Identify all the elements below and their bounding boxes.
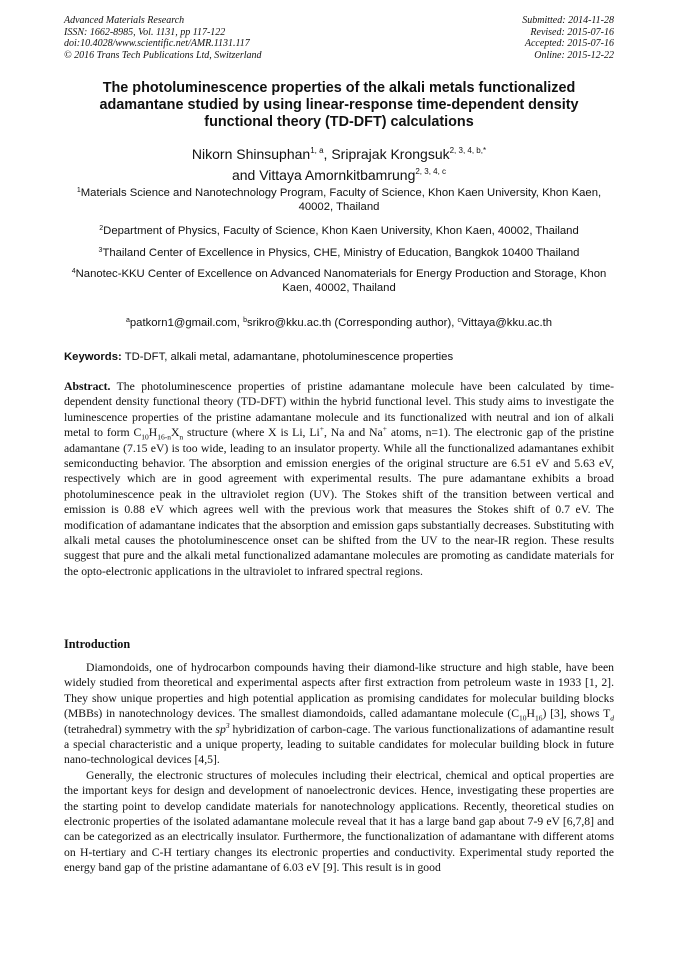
affiliation-text: Nanotec-KKU Center of Excellence on Advanced Nanomaterials for Energy Production and Storage, Khon Kaen, 40002, Thailand	[75, 268, 607, 294]
superscript: +	[382, 424, 387, 434]
affiliation-number: 3	[98, 247, 103, 254]
affiliation-number: 2	[99, 225, 104, 232]
affiliation	[64, 184, 614, 214]
affiliation	[64, 222, 614, 238]
journal-name: Advanced Materials Research	[64, 15, 185, 26]
subscript: 10	[519, 713, 527, 723]
accepted-date: Accepted: 2015-07-16	[524, 38, 614, 49]
body-text: ) [3], shows T	[542, 707, 611, 721]
affiliation-text: Department of Physics, Faculty of Science, Khon Kaen University, Khon Kaen, 40002, Thailand	[103, 225, 579, 237]
abstract-text: atoms, n=1). The electronic gap of the pristine adamantane (7.15 eV) is too wide, leading to an insulator property. While all the functionalized adamantanes exhibit semiconducting behavior. The absorption and emission energies of the original structure are 6.51 eV and 5.63 eV, respectively which are in good agreement with experimental results. The pure adamantane exhibits a broad photoluminescence peak in the ultraviolet region (UV). The Stokes shift of the transition between vertical and emission is 0.88 eV which agrees well with the previous work that measures the Stokes shift of 0.7 eV. The modification of adamantane indicates that the absorption and emission gaps substantially decreases. Substituting with alkali metal causes the photoluminescence onset can be shifted from the UV to the near-IR region. These results suggest that pure and the alkali metal functionalized adamantane molecules are promoting as candidate materials for the opto-electronic applications in the ultraviolet to infrared spectral regions.	[64, 426, 614, 578]
paper-title: The photoluminescence properties of the alkali metals functionalized adamantane studied by using linear-response time-dependent density functional theory (TD-DFT) calculations	[99, 80, 579, 130]
issn: ISSN: 1662-8985, Vol. 1131, pp 117-122	[64, 26, 226, 38]
affiliation	[64, 265, 614, 295]
submitted-date: Submitted: 2014-11-28	[522, 15, 614, 26]
abstract-paragraph	[64, 379, 614, 579]
body-text: H	[526, 707, 535, 721]
keywords	[64, 350, 614, 364]
author-affil-marker: 1, a	[310, 146, 324, 155]
author-conjunction: and	[231, 167, 260, 183]
abstract-text: H	[148, 426, 158, 440]
subscript: 16	[534, 713, 543, 723]
doi: doi:10.4028/www.scientific.net/AMR.1131.117	[64, 38, 250, 49]
email-address: Vittaya@kku.ac.th	[461, 317, 553, 329]
abstract	[64, 379, 614, 579]
body-text: Diamondoids, one of hydrocarbon compounds having their diamond-like structure and high stable, have been widely studied from theoretical and experimental aspects after first extraction from petroleum waste in 1933 [1, 2]. They show unique properties and high potential application as promising candidates for molecular building blocks (MBBs) in nanotechnology devices. The smallest diamondoids, called adamantane molecule (C	[64, 661, 614, 721]
abstract-text: , Na and Na	[324, 426, 383, 440]
online-date: Online: 2015-12-22	[534, 49, 614, 61]
body-text: (tetrahedral) symmetry with the	[64, 722, 216, 736]
abstract-text: X	[170, 426, 180, 440]
body-paragraph	[64, 660, 614, 768]
section-heading: Introduction	[64, 637, 131, 651]
email-list	[64, 314, 614, 330]
superscript: 3	[225, 720, 230, 730]
subscript: 16-n	[157, 432, 171, 442]
author-affil-marker: 2, 3, 4, c	[415, 167, 447, 176]
email-marker: b	[243, 317, 247, 324]
email-marker: a	[125, 317, 130, 324]
copyright: © 2016 Trans Tech Publications Ltd, Switzerland	[64, 49, 262, 61]
superscript: +	[319, 424, 324, 434]
author-name: Sriprajak Krongsuk	[331, 146, 450, 162]
email-marker: c	[457, 317, 461, 324]
affiliation-number: 1	[76, 187, 81, 194]
subscript: 10	[141, 432, 149, 442]
subscript: n	[179, 432, 184, 442]
author-name: Vittaya Amornkitbamrung	[259, 167, 416, 183]
body-text: sp	[215, 722, 226, 736]
abstract-text: structure (where X is Li, Li	[183, 426, 320, 440]
email-address: srikro@kku.ac.th (Corresponding author),	[246, 317, 458, 329]
subscript: d	[610, 713, 614, 723]
email-address: patkorn1@gmail.com,	[129, 317, 244, 329]
author-name: Nikorn Shinsuphan	[191, 146, 311, 162]
author-list: Nikorn Shinsuphan$^{1, a}$, Sriprajak Krongsuk$^{2, 3, 4, b,*}$ and Vittaya Amornkitbamrung$^{2, 3, 4, c}$	[191, 146, 487, 183]
keywords-label: Keywords:	[64, 351, 122, 363]
keywords-text: TD-DFT, alkali metal, adamantane, photoluminescence properties	[121, 351, 454, 363]
affiliation	[64, 244, 614, 260]
abstract-label: Abstract.	[64, 380, 111, 393]
affiliation-number: 4	[71, 268, 76, 275]
revised-date: Revised: 2015-07-16	[530, 26, 614, 38]
author-affil-marker: 2, 3, 4, b,*	[449, 146, 487, 155]
publication-dates	[522, 15, 614, 61]
abstract-text: The photoluminescence properties of pristine adamantane molecule have been calculated by time-dependent density functional theory (TD-DFT) within the hybrid functional level. This study aims to investigate the luminescence properties of the pristine adamantane molecule and its functionalized with neutral and ion of alkali metal to form C	[64, 380, 614, 440]
introduction-body	[64, 660, 614, 876]
affiliation-text: Thailand Center of Excellence in Physics, CHE, Ministry of Education, Bangkok 10400 Thailand	[102, 247, 580, 259]
journal-info	[64, 15, 262, 61]
body-text: hybridization of carbon-cage. The various functionalizations of adamantine result a special characteristic and a unique property, leading to suitable candidates for molecular building block in future nano-technological devices [4,5].	[64, 722, 614, 767]
affiliation-text: Materials Science and Nanotechnology Program, Faculty of Science, Khon Kaen University, Khon Kaen, 40002, Thailand	[80, 187, 602, 213]
body-paragraph: Generally, the electronic structures of molecules including their electrical, chemical and optical properties are the important keys for design and development of nanoelectronic devices. Hence, investigating these properties are the starting point to develop candidate materials for nanotechnology applications. Recently, theoretical studies on electronic properties of the isolated adamantane molecule reveal that it has a large band gap about 7-9 eV [6,7,8] and can be categorized as an electrically insulator. Furthermore, the functionalization of adamantane with different atoms on H-tertiary and C-H tertiary changes its electronic properties and conductivity. Experimental study reported the energy band gap of the pristine adamantane of 6.03 eV [9]. This result is in good	[64, 768, 614, 875]
